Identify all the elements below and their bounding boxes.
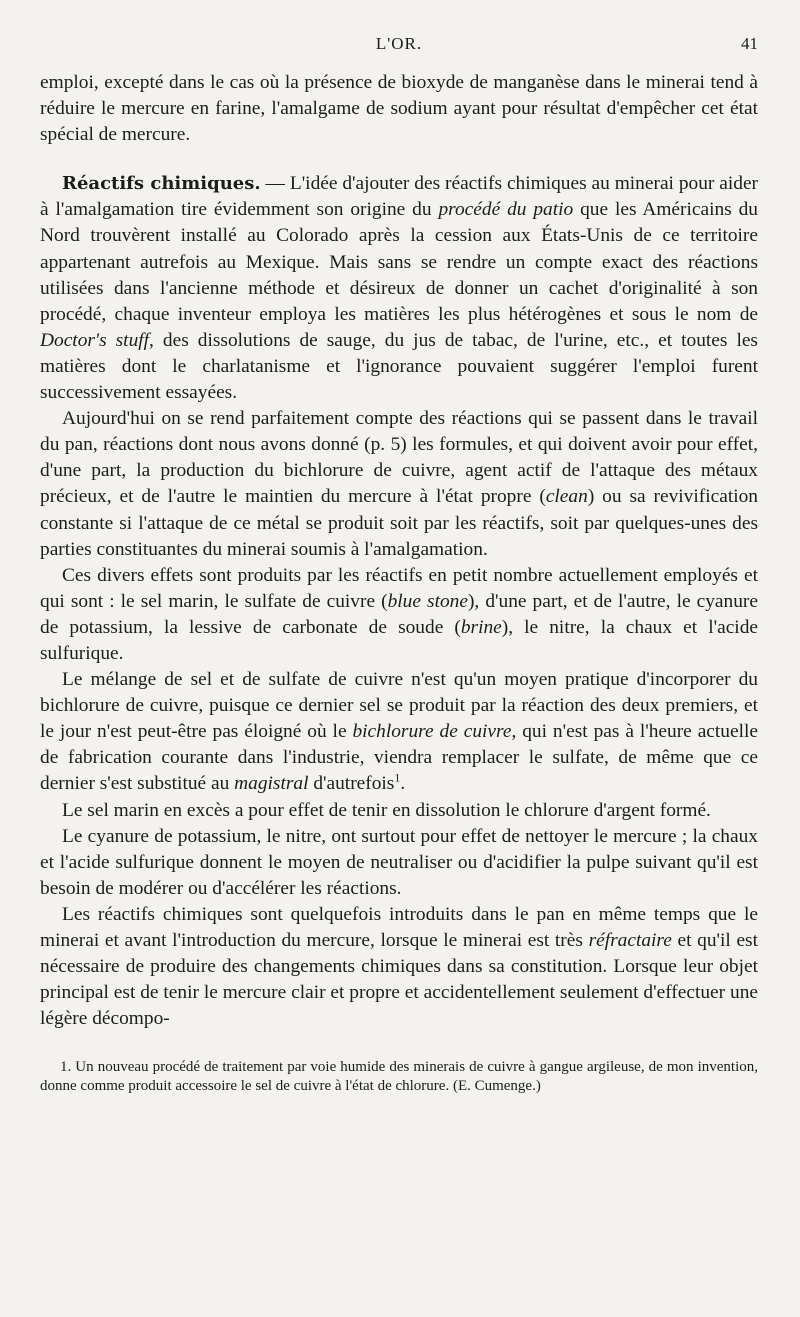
italic-term: clean [545, 486, 588, 508]
footnote-text: Un nouveau procédé de traitement par voie humide des minerais de cuivre à gangue argileuse, de mon invention, donne comme produit accessoire le sel de cuivre à l'état de chlorure. (E. Cumenge.) [40, 1059, 758, 1094]
footnote-number: 1. [60, 1059, 72, 1076]
italic-term: bichlorure de cuivre [352, 721, 512, 743]
text-run: Le mélange de sel et de sulfate de cuivre n'est qu'un moyen pratique d'incorporer du bichlorure de cuivre, puisque ce dernier sel se produit par la réaction des deux premiers, et le jour n'est peut-être pas éloigné où le [40, 669, 758, 743]
text-run: Ces divers effets sont produits par les réactifs en petit nombre actuellement employés et qui sont : le sel marin, le sulfate de cuivre ( [40, 564, 758, 612]
running-header [40, 34, 758, 70]
paragraph-3 [40, 406, 758, 563]
paragraph-5 [40, 667, 758, 797]
italic-term: blue stone [387, 590, 468, 612]
paragraph-2 [40, 171, 758, 406]
text-run: ), le nitre, la chaux et l'acide sulfurique. [40, 616, 758, 664]
italic-term: brine [460, 616, 502, 638]
text-run: , des dissolutions de sauge, du jus de tabac, de l'urine, etc., et toutes les matières dont le charlatanisme et l'ignorance pouvaient suggérer l'emploi furent successivement essayées. [40, 329, 758, 404]
book-page [40, 34, 758, 1095]
paragraph-text: Le sel marin en excès a pour effet de tenir en dissolution le chlorure d'argent formé. [62, 799, 711, 821]
text-run: Les réactifs chimiques sont quelquefois introduits dans le pan en même temps que le minerai et avant l'introduction du mercure, lorsque le minerai est très [40, 903, 758, 951]
italic-term: procédé du patio [438, 199, 574, 221]
em-dash: — [260, 173, 290, 195]
footnote [40, 1058, 758, 1095]
italic-term: réfractaire [588, 930, 672, 951]
section-heading: Réactifs chimiques. [62, 173, 261, 195]
running-title: L'OR. [375, 34, 423, 53]
page-number: 41 [741, 34, 758, 53]
paragraph-4 [40, 563, 758, 667]
paragraph-6 [40, 798, 758, 824]
paragraph-8 [40, 902, 758, 1032]
text-run: et qu'il est nécessaire de produire des changements chimiques dans sa constitution. Lorsque leur objet principal est de tenir le mercure clair et propre et accidentellement seulement d'effectuer une légère décompo- [40, 930, 758, 1030]
italic-term: Doctor's stuff [40, 329, 150, 351]
text-run: , qui n'est pas à l'heure actuelle de fabrication courante dans l'industrie, viendra remplacer le sulfate, de même que ce dernier s'est substitué au [40, 721, 758, 795]
italic-term: magistral [234, 773, 309, 795]
paragraph-1 [40, 70, 758, 148]
text-run: . [400, 773, 406, 795]
text-run: Aujourd'hui on se rend parfaitement compte des réactions qui se passent dans le travail du pan, réactions dont nous avons donné (p. 5) les formules, et qui doivent avoir pour effet, d'une part, la production du bichlorure de cuivre, agent actif de l'attaque des métaux précieux, et de l'autre le maintien du mercure à l'état propre ( [40, 408, 758, 508]
paragraph-7 [40, 824, 758, 902]
paragraph-text: Le cyanure de potassium, le nitre, ont surtout pour effet de nettoyer le mercure ; la chaux et l'acide sulfurique donnent le moyen de neutraliser ou d'acidifier la pulpe suivant qu'il est besoin de modérer ou d'accélérer les réactions. [40, 825, 758, 899]
text-run: que les Américains du Nord trouvèrent installé au Colorado après la cession aux États-Unis de ce territoire appartenant autrefois au Mexique. Mais sans se rendre un compte exact des réactions utilisées dans l'ancienne méthode et désireux de donner un cachet d'originalité à son procédé, chaque inventeur employa les matières les plus hétérogènes et sous le nom de [40, 199, 758, 325]
text-run: L'idée d'ajouter des réactifs chimiques au minerai pour aider à l'amalgamation tire évidemment son origine du [40, 173, 759, 221]
footnote-reference[interactable]: 1 [394, 770, 401, 785]
paragraph-text: emploi, excepté dans le cas où la présence de bioxyde de manganèse dans le minerai tend à réduire le mercure en farine, l'amalgame de sodium ayant pour résultat d'empêcher cet état spécial de mercure. [40, 72, 758, 146]
text-run: ), d'une part, et de l'autre, le cyanure de potassium, la lessive de carbonate de soude ( [40, 590, 758, 638]
body-text [40, 70, 758, 1032]
text-run: ) ou sa revivification constante si l'attaque de ce métal se produit soit par les réactifs, soit par quelques-unes des parties constituantes du minerai soumis à l'amalgamation. [40, 486, 758, 560]
text-run: d'autrefois [308, 773, 395, 795]
